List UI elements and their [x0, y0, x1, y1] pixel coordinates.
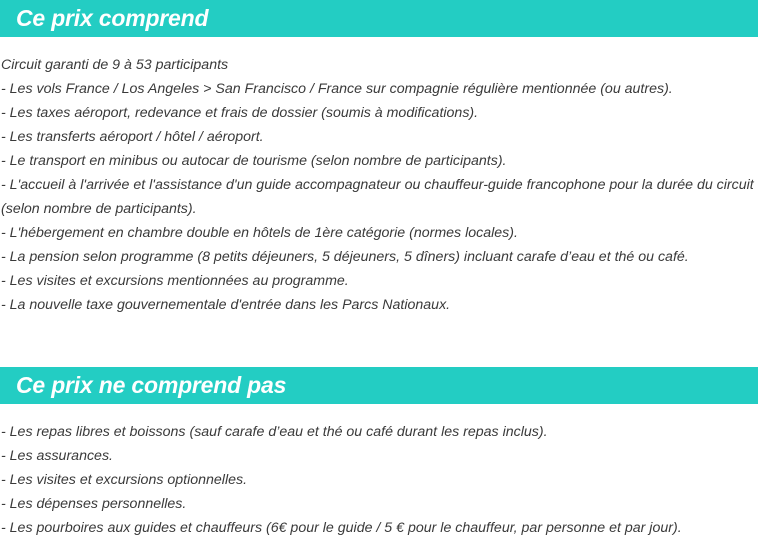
list-item: - La nouvelle taxe gouvernementale d'entrée dans les Parcs Nationaux.: [1, 297, 451, 313]
includes-title: Ce prix comprend: [16, 5, 209, 31]
excludes-list: [0, 420, 758, 540]
list-item: - Les repas libres et boissons (sauf carafe d’eau et thé ou café durant les repas inclus).: [1, 424, 548, 440]
list-item: - Les taxes aéroport, redevance et frais de dossier (soumis à modifications).: [1, 105, 479, 121]
list-item: - L'hébergement en chambre double en hôtels de 1ère catégorie (normes locales).: [1, 225, 518, 241]
list-item: - Les pourboires aux guides et chauffeurs (6€ pour le guide / 5 € pour le chauffeur, par personne et par jour).: [1, 520, 682, 536]
list-item: - La pension selon programme (8 petits déjeuners, 5 déjeuners, 5 dîners) incluant carafe d’eau et thé ou café.: [1, 249, 689, 265]
excludes-section: [0, 367, 758, 540]
excludes-header: [0, 367, 758, 404]
list-item: - Le transport en minibus ou autocar de tourisme (selon nombre de participants).: [1, 153, 507, 169]
list-item: - Les visites et excursions optionnelles.: [1, 472, 248, 488]
list-item: Circuit garanti de 9 à 53 participants: [1, 57, 229, 73]
list-item: - Les dépenses personnelles.: [1, 496, 187, 512]
includes-header: [0, 0, 758, 37]
list-item: - Les vols France / Los Angeles > San Francisco / France sur compagnie régulière mentionnée (ou autres).: [1, 81, 673, 97]
list-item: - Les visites et excursions mentionnées au programme.: [1, 273, 349, 289]
list-item: - L'accueil à l'arrivée et l'assistance d'un guide accompagnateur ou chauffeur-guide francophone pour la durée du circuit (selon nombre de participants).: [1, 177, 754, 217]
list-item: - Les assurances.: [1, 448, 113, 464]
excludes-title: Ce prix ne comprend pas: [16, 372, 287, 398]
list-item: - Les transferts aéroport / hôtel / aéroport.: [1, 129, 264, 145]
includes-list: [0, 53, 758, 317]
